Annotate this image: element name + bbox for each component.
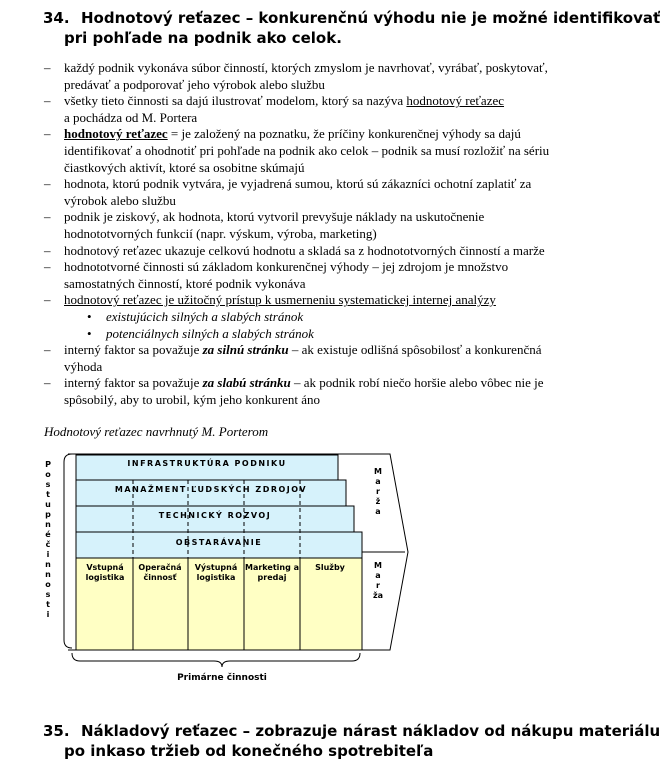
dash-marker: – <box>44 259 51 275</box>
bullet-dot-icon: • <box>87 325 92 341</box>
support-label: TECHNICKÝ ROZVOJ <box>158 511 272 520</box>
dash-marker: – <box>44 176 51 192</box>
vertical-letter: P <box>45 460 51 469</box>
heading-line2: pri pohľade na podnik ako celok. <box>64 29 342 47</box>
item-text: interný faktor sa považuje <box>64 375 203 391</box>
item-text: interný faktor sa považuje <box>64 342 203 358</box>
item-text: a pochádza od M. Portera <box>64 109 198 125</box>
vertical-letter: i <box>46 550 50 559</box>
support-label: MANAŽMENT ĽUDSKÝCH ZDROJOV <box>114 485 308 494</box>
margin-letter: a <box>375 477 381 486</box>
margin-letter: M <box>374 467 382 476</box>
item-text: identifikovať a ohodnotiť pri pohľade na podnik ako celok – podnik sa musí rozložiť na sériu <box>64 142 550 158</box>
item-text: hodnota, ktorú podnik vytvára, je vyjadrená sumou, ktorú sú zákazníci ochotní zaplatiť za <box>64 176 532 192</box>
item-text: výrobok alebo službu <box>64 192 176 208</box>
heading-line2: po inkaso tržieb od konečného spotrebiteľa <box>64 742 434 760</box>
vertical-letter: č <box>45 540 51 549</box>
vertical-letter: n <box>45 560 51 569</box>
item-text: = je založený na poznatku, že príčiny konkurenčnej výhody sa dajú <box>167 126 521 142</box>
heading-line1: Nákladový reťazec – zobrazuje nárast nákladov od nákupu materiálu <box>81 722 660 740</box>
heading-number: 34. <box>43 9 70 27</box>
item-text: hodnototvorné činnosti sú základom konkurenčnej výhody – jej zdrojom je množstvo <box>64 259 509 275</box>
dash-marker: – <box>44 375 51 391</box>
vertical-letter: p <box>45 510 51 519</box>
margin-letter: M <box>374 561 382 570</box>
item-text: hodnotový reťazec je užitočný prístup k usmerneniu systematickej internej analýzy <box>64 292 496 308</box>
term-hodnotovy-retazec: hodnotový reťazec <box>406 93 505 109</box>
primary-label: Služby <box>315 563 345 572</box>
dash-marker: – <box>44 126 51 142</box>
vertical-letter: o <box>45 580 51 589</box>
margin-letter: a <box>375 507 381 516</box>
margin-label-top <box>374 467 382 516</box>
margin-letter: r <box>376 487 380 496</box>
primary-label: Marketing a <box>244 563 300 572</box>
primary-label: logistika <box>85 573 125 582</box>
vertical-letter: i <box>46 610 50 619</box>
vertical-letter: t <box>46 490 50 499</box>
item-text: výhoda <box>64 358 103 374</box>
primary-label: Vstupná <box>86 563 124 572</box>
dash-marker: – <box>44 292 51 308</box>
vertical-letter: s <box>45 590 51 599</box>
vertical-letter: é <box>45 530 51 539</box>
item-text: – ak podnik robí niečo horšie alebo vôbec nie je <box>290 375 544 391</box>
item-text: – ak existuje odlišná spôsobilosť a konkurenčná <box>288 342 542 358</box>
margin-label-bottom <box>373 561 383 600</box>
left-vertical-label <box>45 460 51 619</box>
dash-marker: – <box>44 60 51 75</box>
heading-35 <box>43 721 660 761</box>
left-brace <box>64 454 72 648</box>
term-silna-stranka: za silnú stránku <box>202 342 289 358</box>
sub-item-text: existujúcich silných a slabých stránok <box>106 308 304 324</box>
support-label: INFRASTRUKTÚRA PODNIKU <box>127 459 287 468</box>
bottom-brace <box>72 653 360 667</box>
dash-marker: – <box>44 93 51 109</box>
diagram-caption: Hodnotový reťazec navrhnutý M. Porterom <box>44 424 269 439</box>
item-text: hodnotový reťazec ukazuje celkovú hodnotu a skladá sa z hodnototvorných činností a marže <box>64 242 545 258</box>
margin-letter: ž <box>375 497 381 506</box>
item-text: čiastkových aktivít, ktoré sa osobitne skúmajú <box>64 159 305 175</box>
term-definition: hodnotový reťazec <box>64 126 168 142</box>
margin-letter: ža <box>372 591 384 600</box>
support-label: OBSTARÁVANIE <box>175 538 263 547</box>
item-text: predávať a podporovať jeho výrobok alebo službu <box>64 76 325 92</box>
primary-label: Výstupná <box>194 563 238 572</box>
item-text: spôsobilý, aby to urobil, kým jeho konkurent áno <box>64 391 321 407</box>
item-text: podnik je ziskový, ak hodnota, ktorú vytvoril prevyšuje náklady na uskutočnenie <box>64 209 485 225</box>
margin-letter: r <box>376 581 380 590</box>
primary-label: činnosť <box>143 573 177 582</box>
vertical-letter: n <box>45 570 51 579</box>
dash-marker: – <box>44 242 51 258</box>
heading-number: 35. <box>43 722 70 740</box>
primary-activities-label: Primárne činnosti <box>177 673 267 683</box>
term-slaba-stranka: za slabú stránku <box>202 375 291 391</box>
primary-label: predaj <box>257 573 287 582</box>
margin-letter: a <box>375 571 381 580</box>
primary-label: logistika <box>196 573 236 582</box>
vertical-letter: o <box>45 470 51 479</box>
bullet-dot-icon: • <box>87 308 92 324</box>
vertical-letter: n <box>45 520 51 529</box>
item-text: samostatných činností, ktoré podnik vykonáva <box>64 275 306 291</box>
vertical-letter: s <box>45 480 51 489</box>
dash-marker: – <box>44 209 51 225</box>
dash-marker: – <box>44 342 51 358</box>
vertical-letter: t <box>46 600 50 609</box>
item-text: všetky tieto činnosti sa dajú ilustrovať modelom, ktorý sa nazýva <box>64 93 407 109</box>
heading-line1: Hodnotový reťazec – konkurenčnú výhodu nie je možné identifikovať <box>81 9 660 27</box>
sub-item-text: potenciálnych silných a slabých stránok <box>106 325 314 341</box>
vertical-letter: u <box>45 500 51 509</box>
item-text: hodnototvorných funkcií (napr. výskum, výroba, marketing) <box>64 225 377 241</box>
item-text: každý podnik vykonáva súbor činností, ktorých zmyslom je navrhovať, vyrábať, poskytovať, <box>64 60 548 75</box>
primary-label: Operačná <box>138 563 182 572</box>
